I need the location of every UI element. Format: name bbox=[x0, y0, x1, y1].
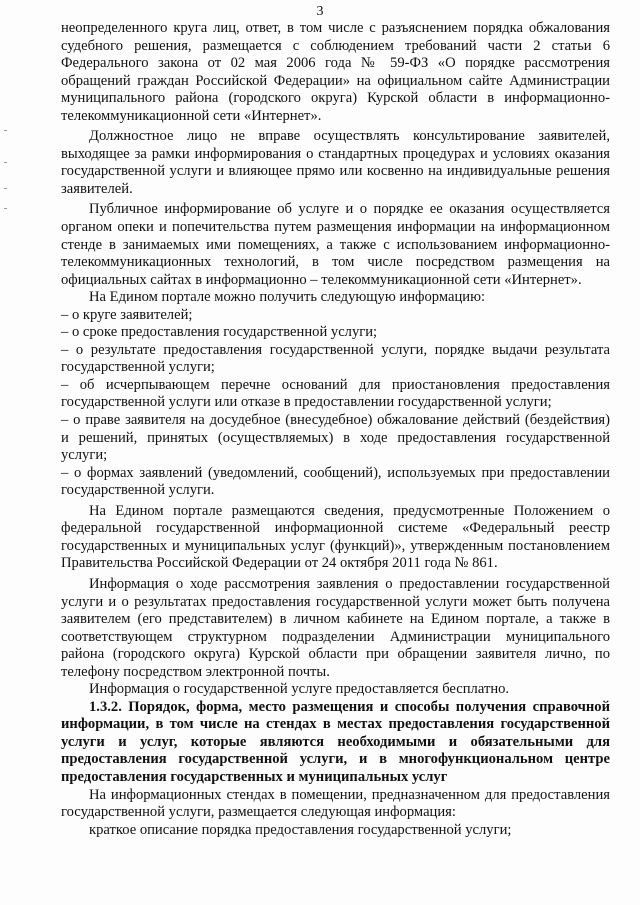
margin-marks bbox=[4, 130, 10, 250]
list-item-deadline: – о сроке предоставления государственной услуги; bbox=[61, 324, 378, 341]
page-number: 3 bbox=[316, 4, 324, 19]
document-body bbox=[61, 20, 610, 839]
paragraph-free-of-charge: Информация о государственной услуге предоставляется бесплатно. bbox=[89, 681, 510, 698]
list-item-forms: – о формах заявлений (уведомлений, сообщений), используемых при предоставлении государственной услуги. bbox=[61, 464, 610, 499]
paragraph-info-stands: На информационных стендах в помещении, предназначенном для предоставления государственной услуги, размещается следующая информация: bbox=[61, 786, 610, 821]
paragraph-response-publication: неопределенного круга лиц, ответ, в том числе с разъяснением порядка обжалования судебного решения, размещается с соблюдением требований части 2 статьи 6 Федерального закона от 02 мая 2006 года № 59-ФЗ «О порядке рассмотрения обращений граждан Российской Федерации» на официальном сайте Администрации муниципального района (городского округа) Курской области в информационно-телекоммуникационной сети «Интернет». bbox=[61, 20, 610, 124]
paragraph-public-information: Публичное информирование об услуге и о порядке ее оказания осуществляется органом опеки и попечительства путем размещения информации на информационном стенде в занимаемых ими помещениях, а также с использованием информационно-телекоммуникационных технологий, в том числе посредством размещения на официальных сайтах в информационно – телекоммуникационной сети «Интернет». bbox=[61, 201, 610, 288]
section-heading-1-3-2: 1.3.2. Порядок, форма, место размещения и способы получения справочной информации, в том числе на стендах в местах предоставления государственной услуги и услуг, которые являются необходимыми и обязательными для предоставления государственной услуги, и в многофункциональном центре предоставления государственных и муниципальных услуг bbox=[61, 698, 610, 785]
paragraph-registry: На Едином портале размещаются сведения, предусмотренные Положением о федеральной государственной информационной системе «Федеральный реестр государственных и муниципальных услуг (функций)», утвержденным постановлением Правительства Российской Федерации от 24 октября 2011 года № 861. bbox=[61, 502, 610, 572]
list-item-appeal-rights: – о праве заявителя на досудебное (внесудебное) обжалование действий (бездействия) и решений, принятых (осуществляемых) в ходе предоставления государственной услуги; bbox=[61, 412, 610, 464]
paragraph-progress-info: Информация о ходе рассмотрения заявления о предоставлении государственной услуги и о результатах предоставления государственной услуги может быть получена заявителем (его представителем) в личном кабинете на Едином портале, а также в соответствующем структурном подразделении Администрации муниципального района (городского округа) Курской области при обращении заявителя лично, по телефону посредством электронной почты. bbox=[61, 575, 610, 680]
paragraph-official-limits: Должностное лицо не вправе осуществлять консультирование заявителей, выходящее за рамки информирования о стандартных процедурах и условиях оказания государственной услуги и влияющее прямо или косвенно на индивидуальные решения заявителей. bbox=[61, 128, 610, 197]
paragraph-short-description: краткое описание порядка предоставления государственной услуги; bbox=[89, 821, 512, 838]
paragraph-portal-intro: На Едином портале можно получить следующую информацию: bbox=[89, 289, 486, 306]
list-item-applicants: – о круге заявителей; bbox=[61, 306, 193, 323]
list-item-result: – о результате предоставления государственной услуги, порядке выдачи результата государственной услуги; bbox=[61, 341, 610, 376]
list-item-grounds: – об исчерпывающем перечне оснований для приостановления предоставления государственной услуги или отказе в предоставлении государственной услуги; bbox=[61, 376, 610, 411]
